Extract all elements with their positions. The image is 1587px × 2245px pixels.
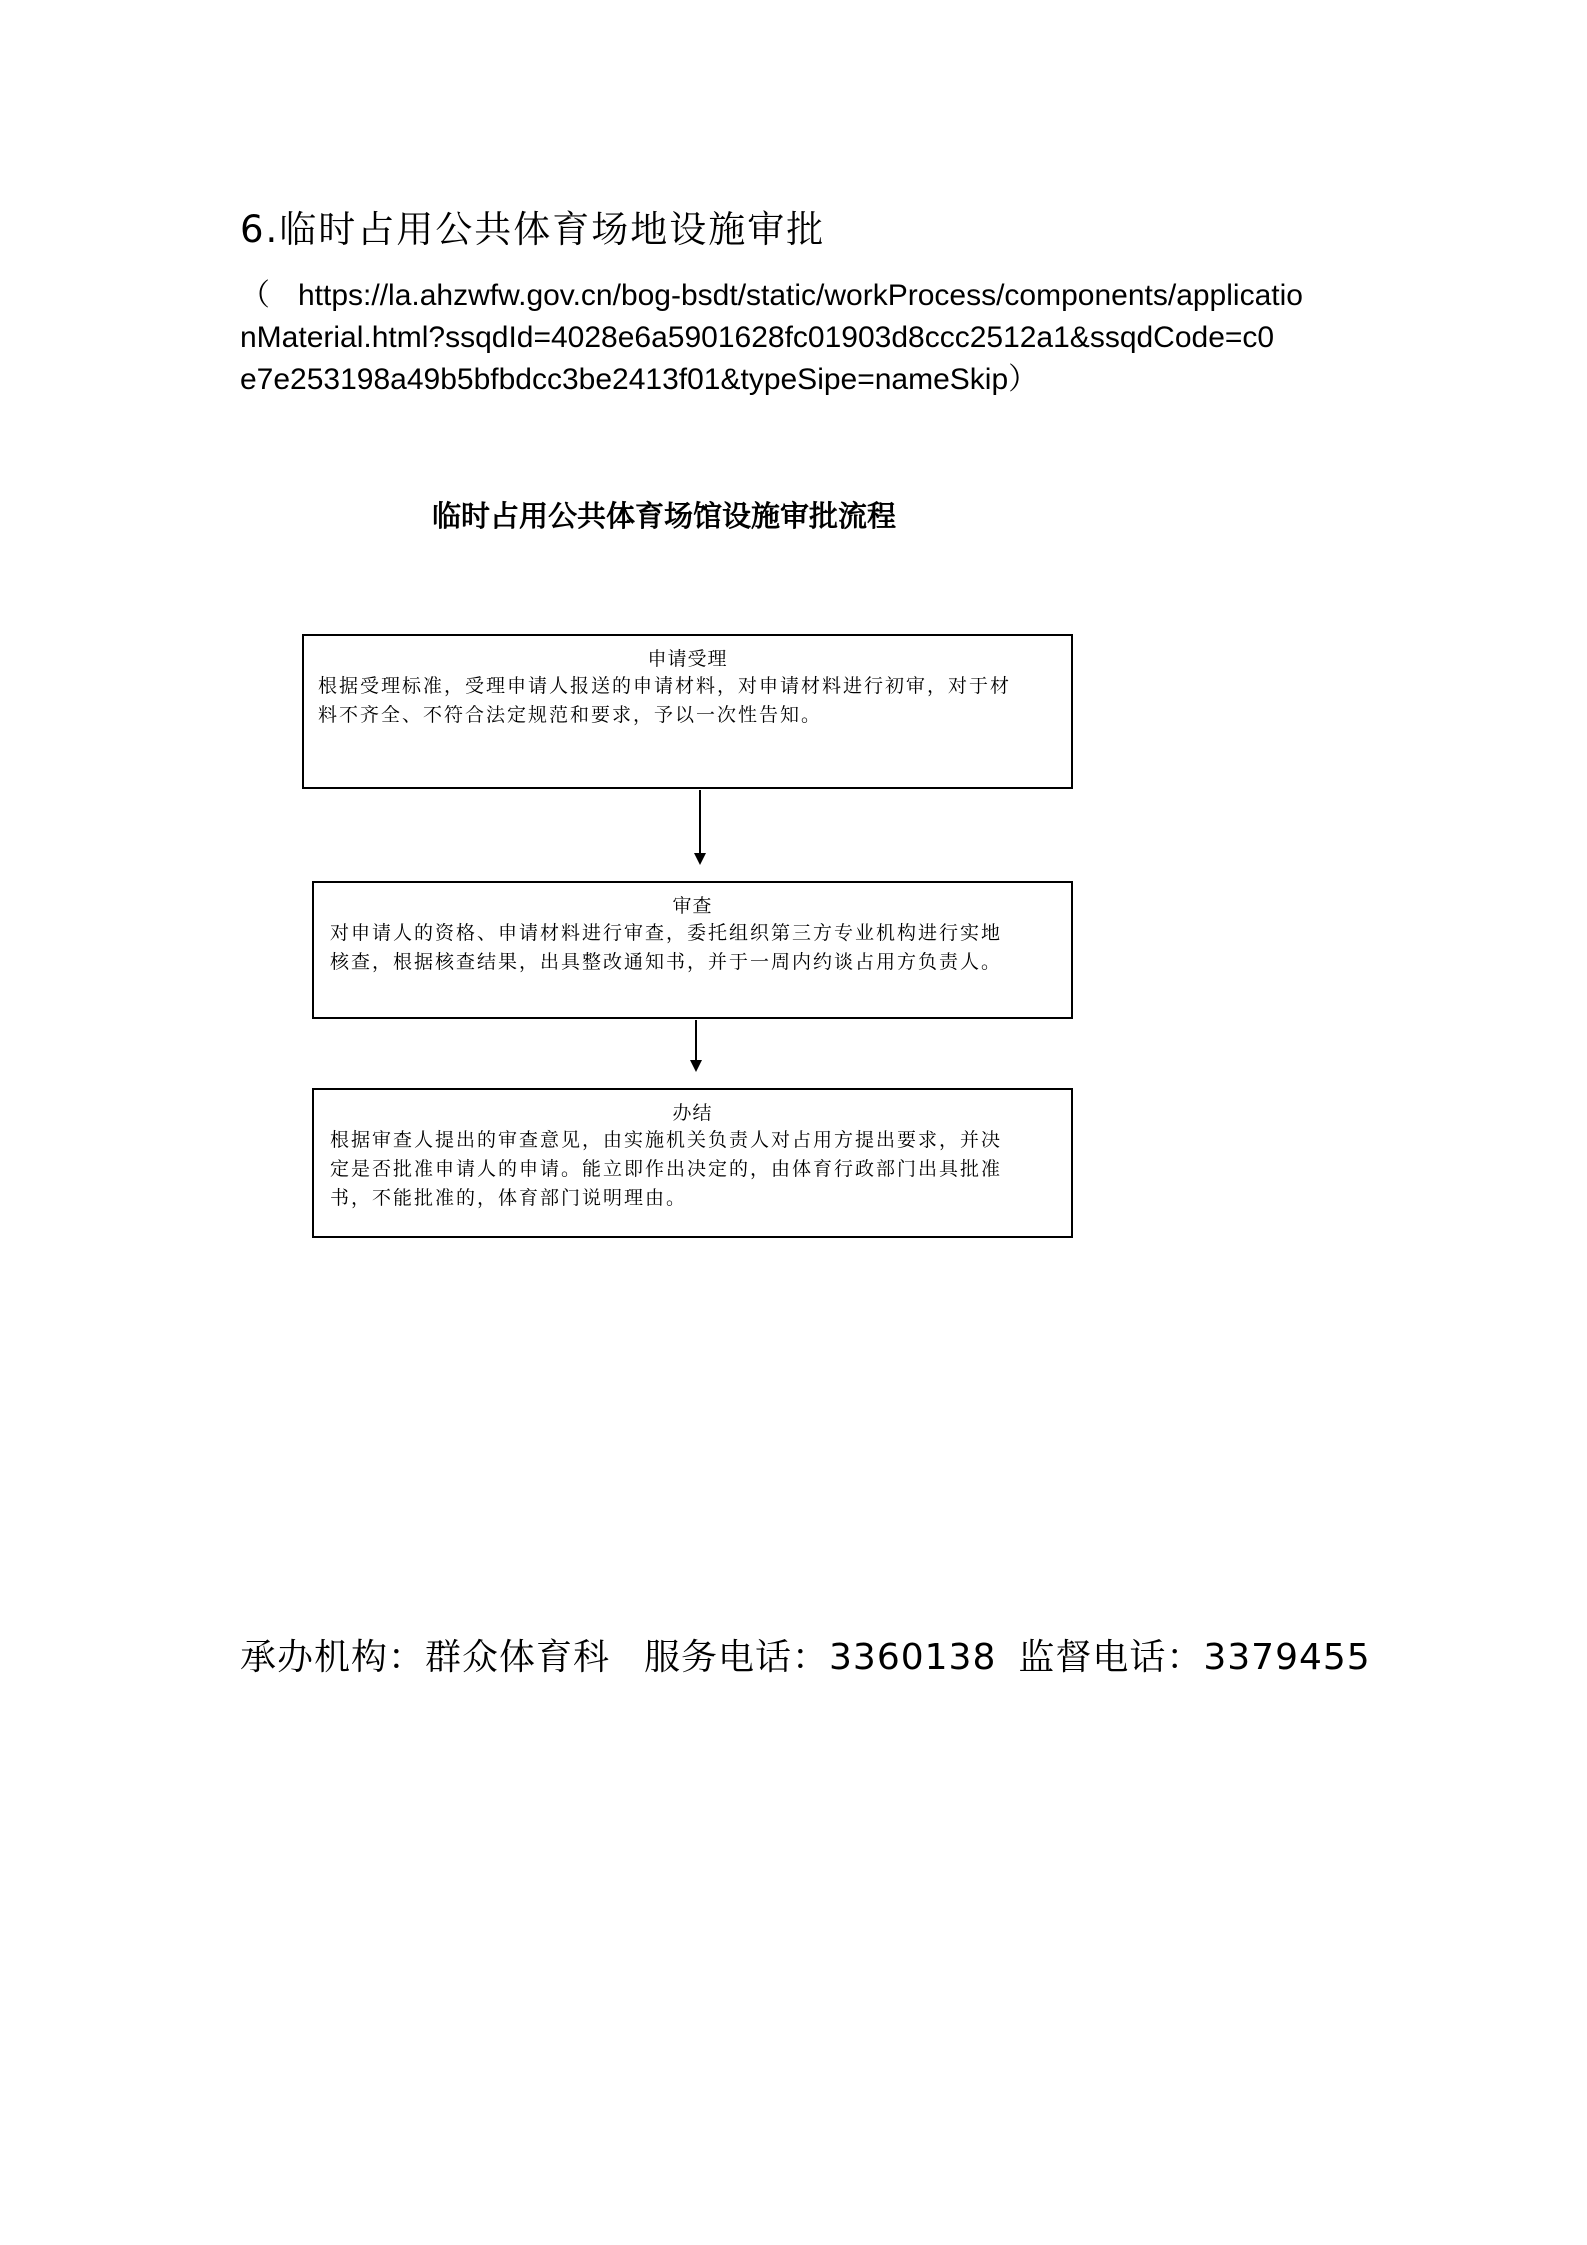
flow-step-title: 申请受理 bbox=[647, 648, 728, 670]
flow-step-description bbox=[314, 1126, 1071, 1213]
flow-step-description bbox=[304, 672, 1071, 730]
supervision-phone: 监督电话：3379455 bbox=[1018, 1637, 1371, 1678]
url-paren-open: （ bbox=[240, 279, 270, 312]
flow-step-completion bbox=[312, 1088, 1073, 1238]
flow-step-line: 根据受理标准，受理申请人报送的申请材料，对申请材料进行初审，对于材 bbox=[318, 675, 1012, 697]
flow-step-description bbox=[314, 919, 1071, 977]
flow-step-line: 定是否批准申请人的申请。能立即作出决定的，由体育行政部门出具批准 bbox=[330, 1158, 1003, 1180]
flowchart-title: 临时占用公共体育场馆设施审批流程 bbox=[432, 499, 897, 533]
url-text-1: https://la.ahzwfw.gov.cn/bog-bsdt/static/workProcess/components/applicatio bbox=[298, 279, 1303, 312]
flow-step-line: 根据审查人提出的审查意见，由实施机关负责人对占用方提出要求，并决 bbox=[330, 1129, 1003, 1151]
organizer-label: 承办机构：群众体育科 bbox=[240, 1637, 611, 1678]
flow-step-line: 书，不能批准的，体育部门说明理由。 bbox=[330, 1187, 688, 1209]
flow-arrow-down bbox=[690, 1020, 702, 1072]
section-heading: 6.临时占用公共体育场地设施审批 bbox=[240, 208, 826, 251]
flow-arrow-down bbox=[694, 790, 706, 865]
flow-step-line: 料不齐全、不符合法定规范和要求，予以一次性告知。 bbox=[318, 704, 823, 726]
flow-step-title: 办结 bbox=[672, 1102, 713, 1124]
service-phone: 服务电话：3360138 bbox=[644, 1637, 997, 1678]
url-line-1 bbox=[240, 275, 1370, 317]
contact-footer bbox=[240, 1633, 1371, 1683]
url-paren-close: ） bbox=[1008, 363, 1039, 396]
flow-step-review bbox=[312, 881, 1073, 1019]
flow-step-acceptance bbox=[302, 634, 1073, 789]
flow-step-line: 对申请人的资格、申请材料进行审查，委托组织第三方专业机构进行实地 bbox=[330, 922, 1003, 944]
url-text-3: e7e253198a49b5bfbdcc3be2413f01&typeSipe=nameSkip bbox=[240, 363, 1009, 396]
source-url bbox=[240, 275, 1370, 401]
url-line-3 bbox=[240, 359, 1370, 401]
flow-step-line: 核查，根据核查结果，出具整改通知书，并于一周内约谈占用方负责人。 bbox=[330, 951, 1003, 973]
url-line-2: nMaterial.html?ssqdId=4028e6a5901628fc01903d8ccc2512a1&ssqdCode=c0 bbox=[240, 321, 1275, 354]
flow-step-title: 审查 bbox=[672, 895, 713, 917]
